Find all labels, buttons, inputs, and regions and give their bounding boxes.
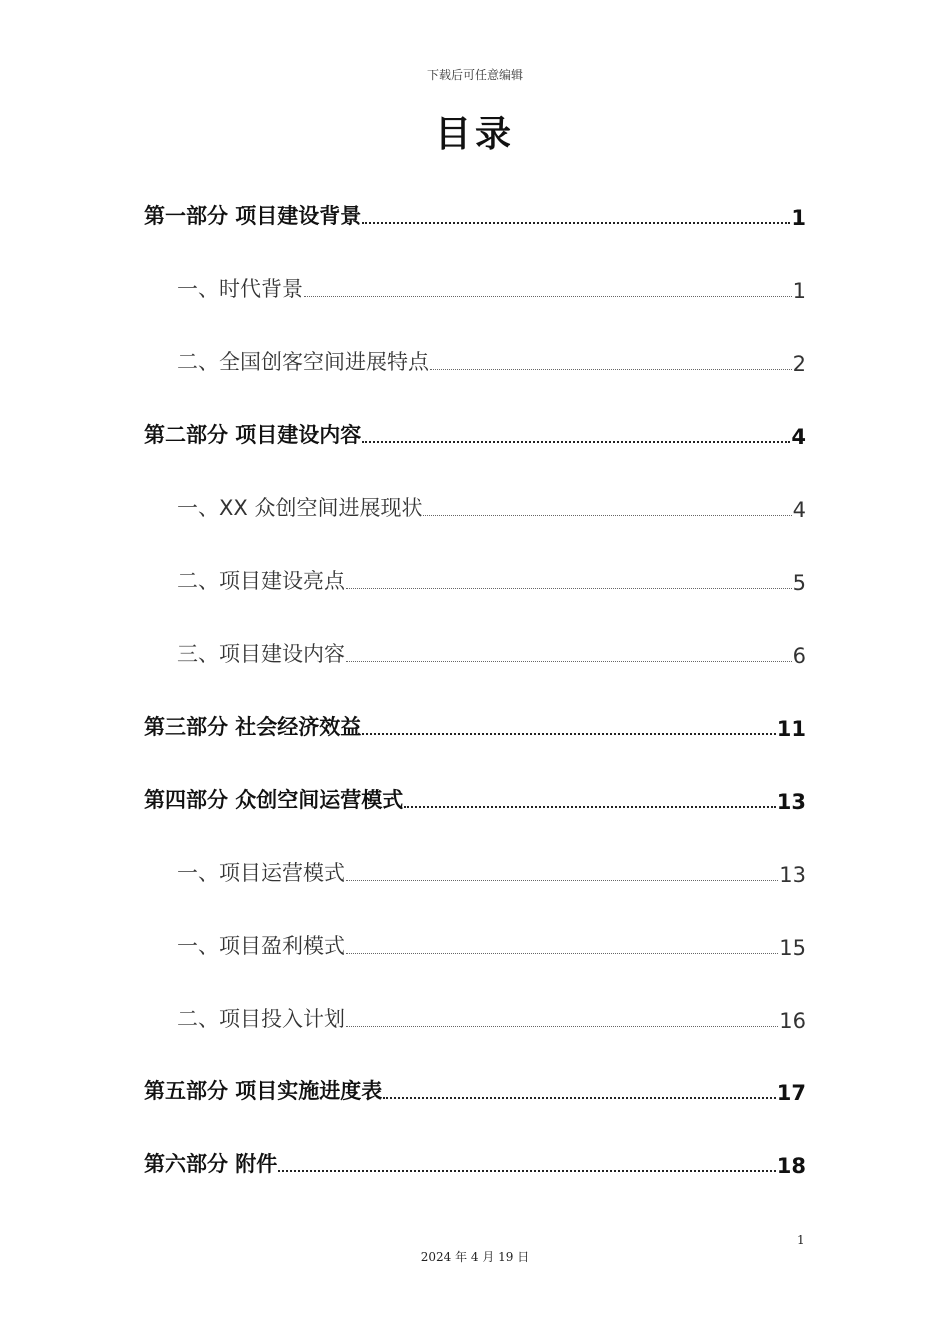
toc-entry-page: 15: [779, 936, 806, 960]
toc-entry-page: 18: [776, 1154, 806, 1178]
toc-entry-label: 第三部分 社会经济效益: [144, 715, 362, 739]
page-number: 1: [797, 1233, 805, 1247]
toc-entry-page: 1: [791, 206, 806, 230]
toc-leader: [362, 733, 775, 735]
toc-entry-page: 11: [776, 717, 806, 741]
page-title: 目录: [434, 114, 515, 155]
toc-leader: [423, 515, 791, 516]
toc-entry[interactable]: [177, 920, 806, 960]
toc-entry-label: 第六部分 附件: [144, 1152, 278, 1176]
toc-leader: [430, 369, 792, 370]
toc-leader: [362, 441, 790, 443]
toc-entry-page: 5: [792, 571, 806, 595]
toc-entry[interactable]: [144, 190, 806, 230]
toc-entry-label: 二、项目建设亮点: [177, 569, 345, 593]
toc-entry-page: 6: [792, 644, 806, 668]
toc-entry[interactable]: [177, 628, 806, 668]
toc-entry-page: 1: [792, 279, 806, 303]
toc-entry-page: 4: [792, 498, 806, 522]
toc-entry-label: 一、项目盈利模式: [177, 934, 345, 958]
toc-leader: [346, 588, 792, 589]
toc-entry[interactable]: [177, 555, 806, 595]
toc-leader: [346, 880, 778, 881]
footer-date: 2024 年 4 月 19 日: [420, 1250, 530, 1264]
toc-leader: [304, 296, 792, 297]
toc-entry[interactable]: [177, 263, 806, 303]
toc-entry-label: 二、项目投入计划: [177, 1007, 345, 1031]
toc-entry[interactable]: [144, 409, 806, 449]
toc-entry-page: 13: [779, 863, 806, 887]
toc-leader: [404, 806, 775, 808]
toc-entry[interactable]: [144, 1065, 806, 1105]
toc-entry-label: 一、XX 众创空间进展现状: [177, 496, 423, 520]
toc-entry[interactable]: [177, 336, 806, 376]
toc-leader: [346, 953, 778, 954]
toc-entry-label: 第五部分 项目实施进度表: [144, 1079, 383, 1103]
toc-entry-label: 二、全国创客空间进展特点: [177, 350, 429, 374]
toc-entry-page: 2: [792, 352, 806, 376]
toc-entry-label: 一、时代背景: [177, 277, 303, 301]
page-header: 下载后可任意编辑: [426, 68, 523, 82]
toc-entry-page: 13: [776, 790, 806, 814]
toc-entry-page: 4: [791, 425, 806, 449]
toc-entry[interactable]: [144, 774, 806, 814]
toc-entry-label: 第一部分 项目建设背景: [144, 204, 362, 228]
toc-entry-label: 三、项目建设内容: [177, 642, 345, 666]
toc-entry[interactable]: [144, 1138, 806, 1178]
toc-entry-label: 第四部分 众创空间运营模式: [144, 788, 404, 812]
toc-leader: [346, 661, 792, 662]
toc-leader: [278, 1170, 775, 1172]
toc-entry-page: 17: [776, 1081, 806, 1105]
toc-leader: [383, 1097, 775, 1099]
toc-entry-page: 16: [779, 1009, 806, 1033]
toc-leader: [362, 222, 790, 224]
toc-entry-label: 一、项目运营模式: [177, 861, 345, 885]
toc-leader: [346, 1026, 778, 1027]
toc-entry[interactable]: [177, 847, 806, 887]
toc-entry[interactable]: [177, 482, 806, 522]
toc-entry[interactable]: [144, 701, 806, 741]
toc-entry[interactable]: [177, 993, 806, 1033]
toc-entry-label: 第二部分 项目建设内容: [144, 423, 362, 447]
